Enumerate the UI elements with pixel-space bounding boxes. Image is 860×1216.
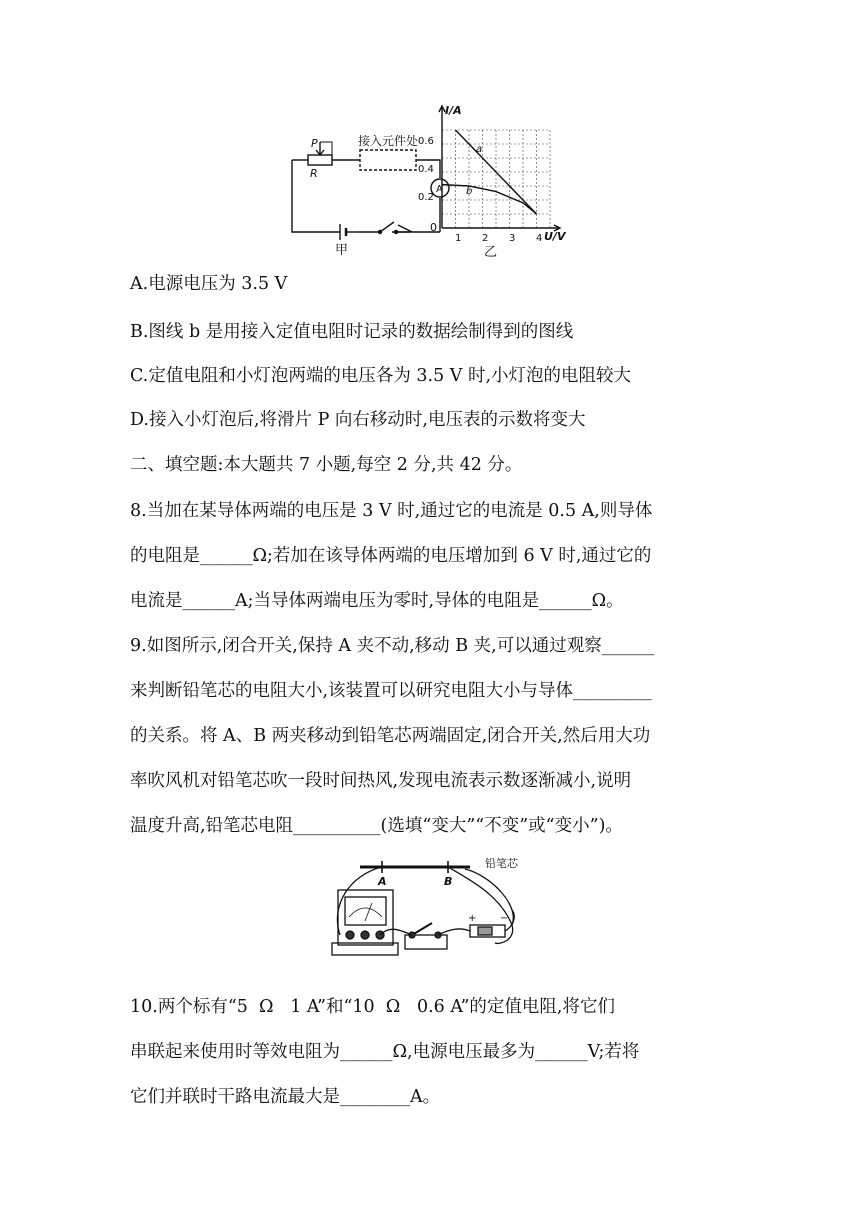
y-tick-0.2: 0.2 — [418, 192, 434, 203]
circuit-caption: 甲 — [335, 243, 349, 258]
iu-graph — [418, 104, 567, 260]
question-9-line-4: 率吹风机对铅笔芯吹一段时间热风,发现电流表示数逐渐减小,说明 — [130, 771, 632, 791]
graph-origin: 0 — [430, 221, 437, 234]
question-9-line-2: 来判断铅笔芯的电阻大小,该装置可以研究电阻大小与导体_________ — [130, 681, 652, 701]
question-10-line-3: 它们并联时干路电流最大是________A。 — [130, 1087, 441, 1107]
battery-plus: + — [468, 913, 477, 924]
circuit-label-component: 接入元件处 — [358, 134, 419, 148]
graph-caption: 乙 — [484, 245, 498, 260]
switch-symbol — [379, 222, 413, 234]
x-tick-4: 4 — [536, 233, 543, 244]
clip-b-label: B — [444, 875, 453, 888]
curve-b-label: b — [466, 186, 473, 197]
question-9-line-5: 温度升高,铅笔芯电阻__________(选填“变大”“不变”或“变小”)。 — [130, 816, 623, 836]
curve-a-label: a — [476, 144, 483, 155]
y-tick-0.4: 0.4 — [418, 164, 434, 175]
x-tick-1: 1 — [455, 233, 462, 244]
x-axis-label: U/V — [544, 230, 566, 243]
question-10-line-2: 串联起来使用时等效电阻为______Ω,电源电压最多为______V;若将 — [130, 1042, 640, 1062]
clip-a-label: A — [378, 875, 387, 888]
option-a: A.电源电压为 3.5 V — [130, 274, 288, 294]
question-8-line-2: 的电阻是______Ω;若加在该导体两端的电压增加到 6 V 时,通过它的 — [130, 546, 652, 566]
ammeter-label: A — [436, 184, 443, 195]
circuit-diagram — [292, 142, 449, 240]
x-tick-3: 3 — [509, 233, 516, 244]
option-d: D.接入小灯泡后,将滑片 P 向右移动时,电压表的示数将变大 — [130, 410, 586, 430]
y-tick-0.6: 0.6 — [418, 136, 434, 147]
question-8-line-3: 电流是______A;当导体两端电压为零时,导体的电阻是______Ω。 — [130, 591, 624, 611]
question-10-line-1: 10.两个标有“5 Ω 1 A”和“10 Ω 0.6 A”的定值电阻,将它们 — [130, 997, 615, 1017]
pencil-lead-label: 铅笔芯 — [485, 857, 518, 870]
circuit-label-p: P — [311, 137, 318, 150]
battery-minus: − — [500, 913, 509, 924]
x-tick-2: 2 — [482, 233, 489, 244]
figure-pencil-lead-apparatus — [320, 855, 540, 970]
circuit-label-r: R — [310, 167, 318, 180]
component-slot-dashed — [360, 150, 416, 170]
option-c: C.定值电阻和小灯泡两端的电压各为 3.5 V 时,小灯泡的电阻较大 — [130, 366, 632, 386]
y-axis-label: I/A — [445, 104, 462, 117]
question-9-line-1: 9.如图所示,闭合开关,保持 A 夹不动,移动 B 夹,可以通过观察______ — [130, 636, 655, 656]
question-9-line-3: 的关系。将 A、B 两夹移动到铅笔芯两端固定,闭合开关,然后用大功 — [130, 726, 651, 746]
graph-grid — [442, 130, 550, 228]
section-heading: 二、填空题:本大题共 7 小题,每空 2 分,共 42 分。 — [130, 455, 523, 475]
rheostat-symbol — [308, 155, 332, 165]
question-8-line-1: 8.当加在某导体两端的电压是 3 V 时,通过它的电流是 0.5 A,则导体 — [130, 501, 653, 521]
option-b: B.图线 b 是用接入定值电阻时记录的数据绘制得到的图线 — [130, 322, 574, 342]
figure-circuit-and-graph — [280, 100, 580, 270]
